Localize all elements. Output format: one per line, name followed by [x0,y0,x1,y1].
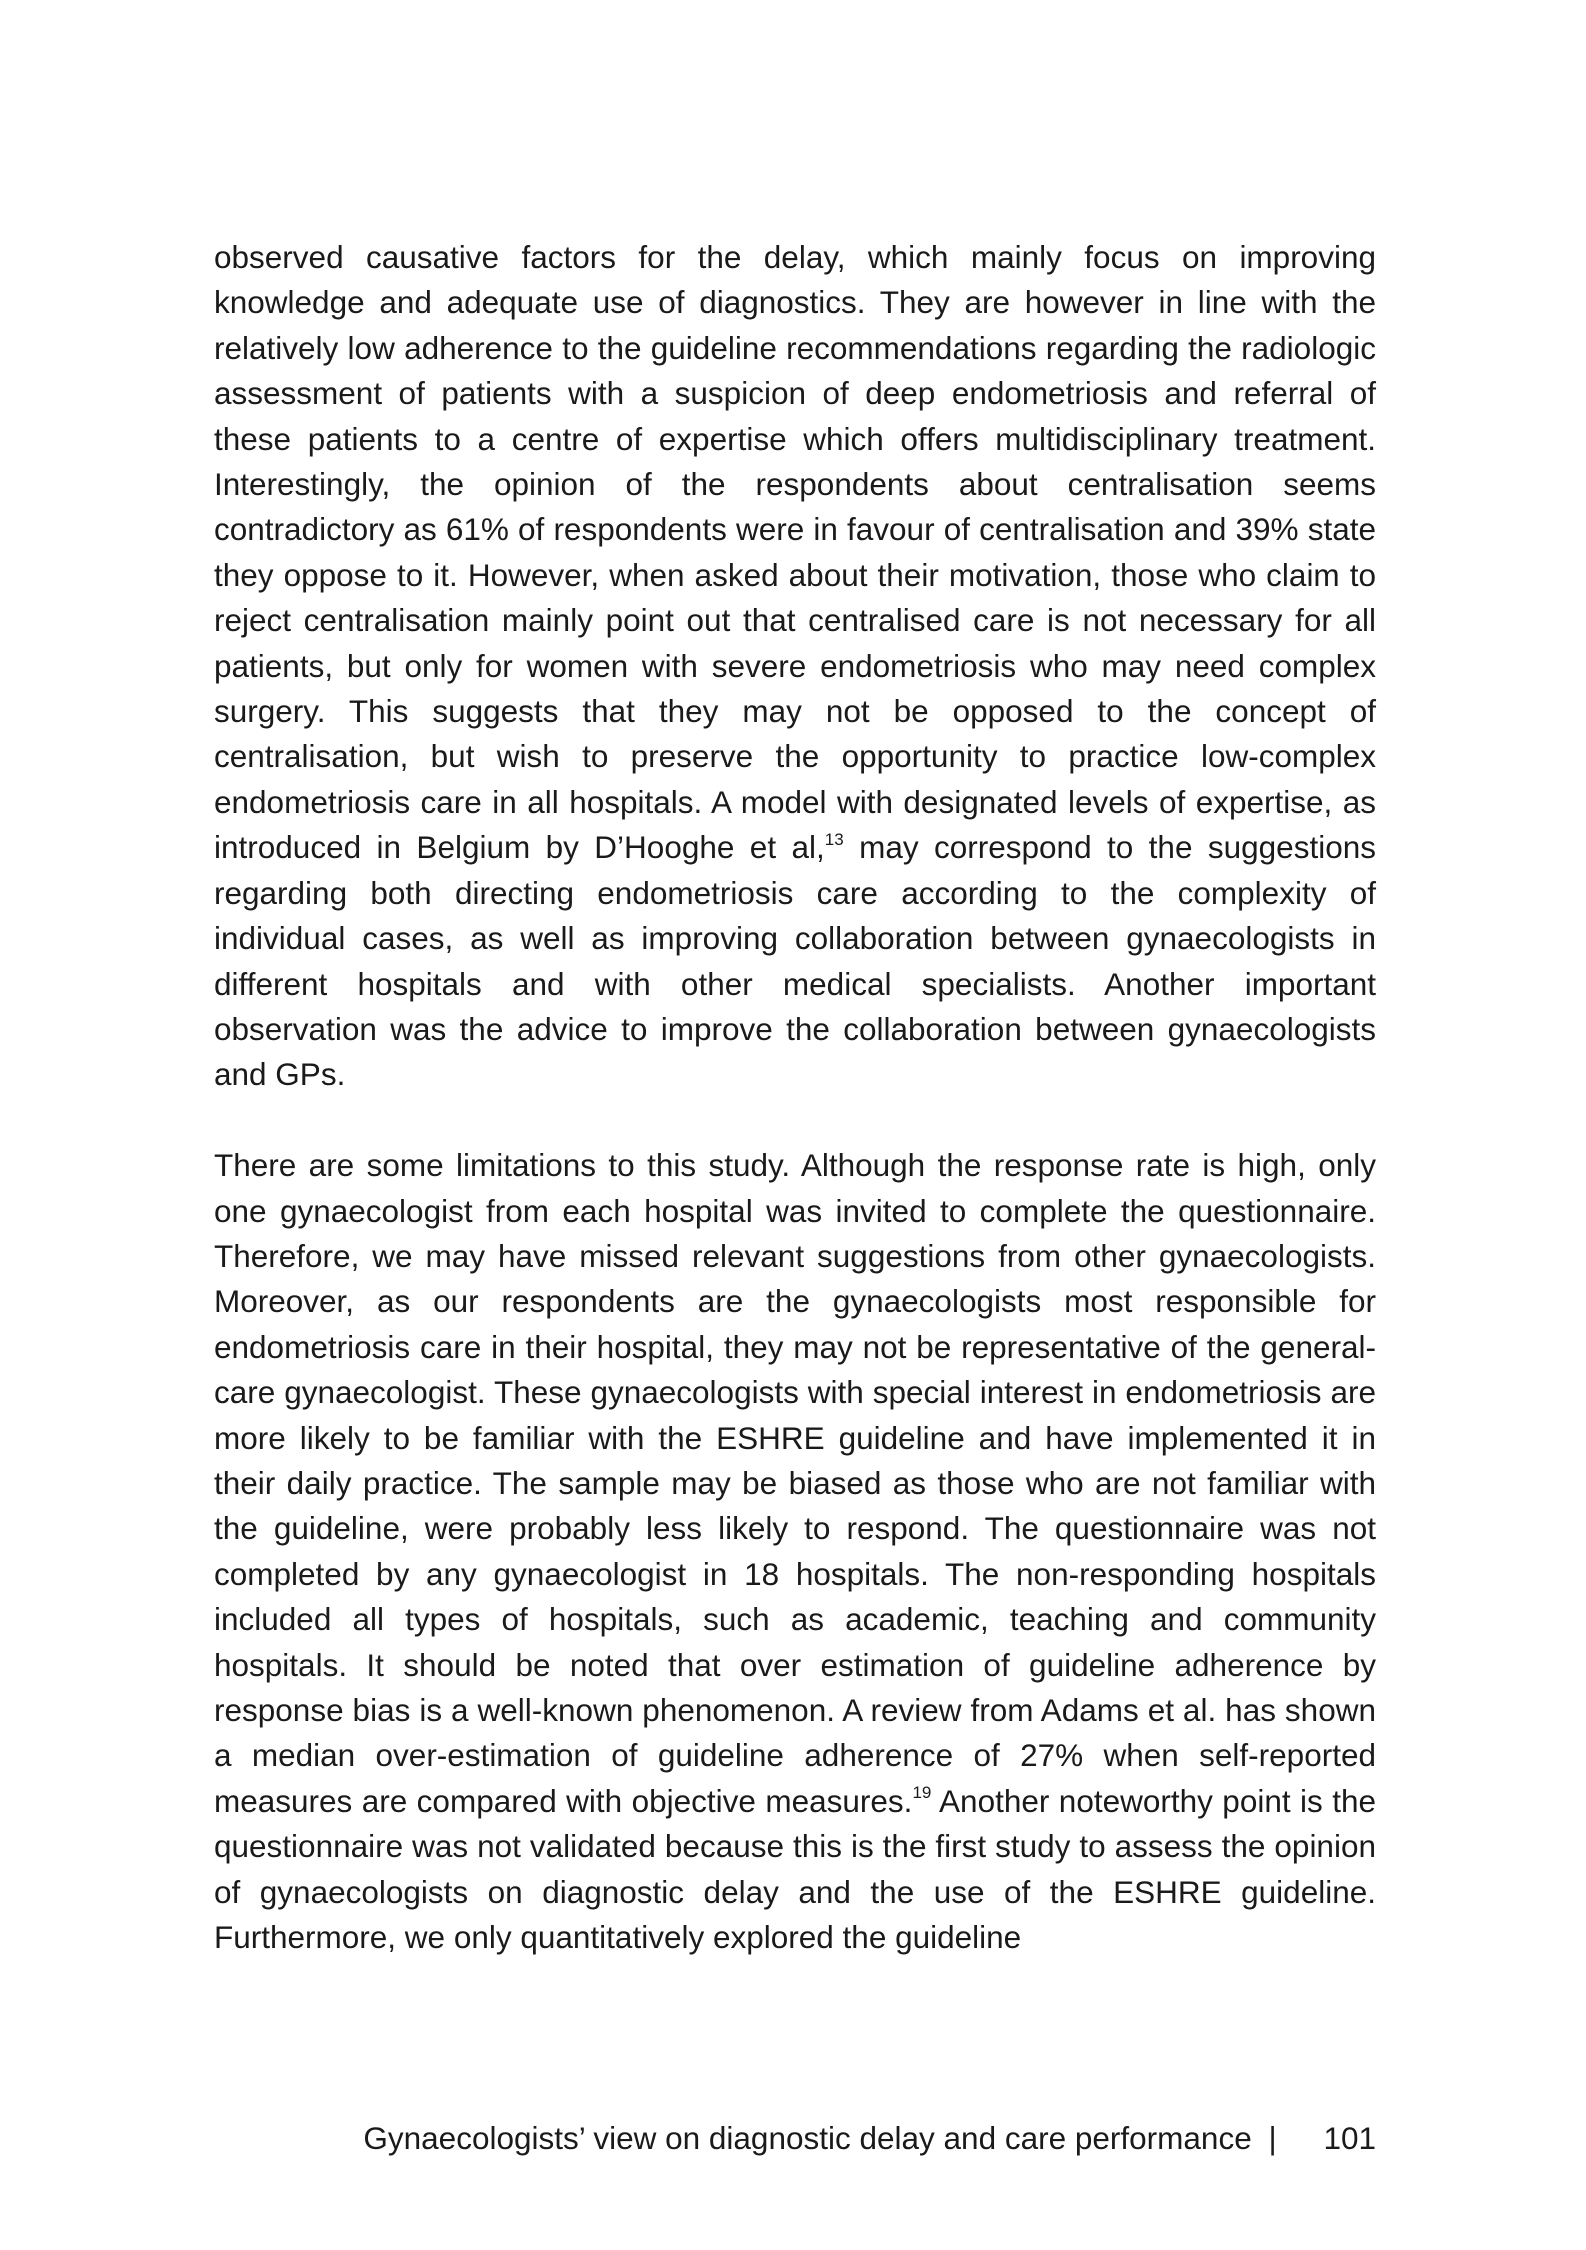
paragraph-text: observed causative factors for the delay, which mainly focus on improving knowledge and adequate use of diagnostics. They are however in line with the relatively low adherence to the guideline recommendations regarding the radiologic assessment of patients with a suspicion of deep endometriosis and referral of these patients to a centre of expertise which offers multidisciplinary treatment. Interestingly, the opinion of the respondents about centralisation seems contradictory as 61% of respondents were in favour of centralisation and 39% state they oppose to it. However, when asked about their motivation, those who claim to reject centralisation mainly point out that centralised care is not necessary for all patients, but only for women with severe endometriosis who may need complex surgery. This suggests that they may not be opposed to the concept of centralisation, but wish to preserve the opportunity to practice low-complex endometriosis care in all hospitals. A model with designated levels of expertise, as introduced in Belgium by D’Hooghe et al, [214,239,1376,866]
paragraph-text: Another noteworthy point is the questionnaire was not validated because this is the first study to assess the opinion of gynaecologists on diagnostic delay and the use of the ESHRE guideline. Furthermore, we only quantitatively explored the guideline [214,1782,1377,1956]
paragraph-limitations [214,1143,1376,1960]
citation-superscript: 19 [912,1783,932,1803]
body-text [214,235,1376,1960]
footer-separator: | [1268,2120,1277,2156]
paragraph-text: may correspond to the suggestions regarding both directing endometriosis care according to the complexity of individual cases, as well as improving collaboration between gynaecologists in different hospitals and with other medical specialists. Another important observation was the advice to improve the collaboration between gynaecologists and GPs. [214,829,1376,1093]
citation-superscript: 13 [824,829,844,849]
page-footer [214,2118,1376,2158]
paragraph-discussion [214,235,1376,1098]
running-title: Gynaecologists’ view on diagnostic delay and care performance [363,2120,1252,2156]
page-number: 101 [1323,2120,1376,2156]
paragraph-text: There are some limitations to this study. Although the response rate is high, only one gynaecologist from each hospital was invited to complete the questionnaire. Therefore, we may have missed relevant suggestions from other gynaecologists. Moreover, as our respondents are the gynaecologists most responsible for endometriosis care in their hospital, they may not be representative of the general-care gynaecologist. These gynaecologists with special interest in endometriosis are more likely to be familiar with the ESHRE guideline and have implemented it in their daily practice. The sample may be biased as those who are not familiar with the guideline, were probably less likely to respond. The questionnaire was not completed by any gynaecologist in 18 hospitals. The non-responding hospitals included all types of hospitals, such as academic, teaching and community hospitals. It should be noted that over estimation of guideline adherence by response bias is a well-known phenomenon. A review from Adams et al. has shown a median over-estimation of guideline adherence of 27% when self-reported measures are compared with objective measures. [214,1147,1376,1819]
